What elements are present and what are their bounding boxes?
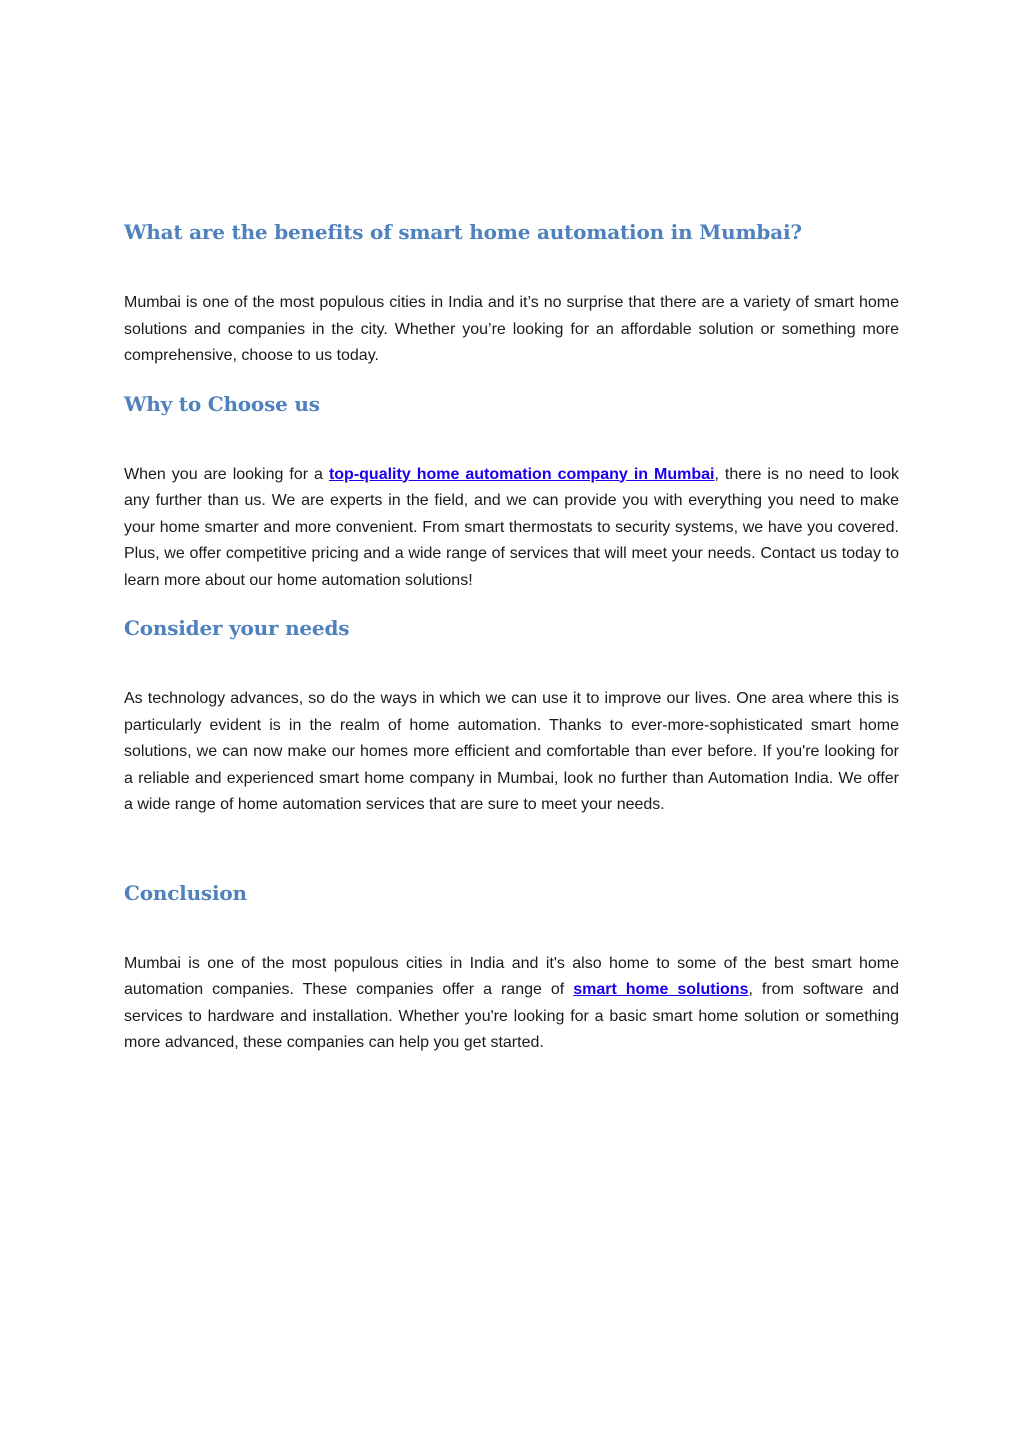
section-body-benefits: Mumbai is one of the most populous cities in India and it’s no surprise that there are a variety of smart home solutions and companies in the city. Whether you’re looking for an affordable solution or something more comprehensive, choose to us today.	[124, 294, 899, 364]
smart-home-solutions-link[interactable]: smart home solutions	[573, 981, 749, 998]
body-text-segment: , from software and services to hardware and installation. Whether you're looking for a basic smart home solution or something more advanced, these companies can help you get started.	[124, 981, 899, 1051]
document-content	[124, 212, 899, 1057]
section-body-consider-needs: As technology advances, so do the ways in which we can use it to improve our lives. One area where this is particularly evident is in the realm of home automation. Thanks to ever-more-sophisticated smart home solutions, we can now make our homes more efficient and comfortable than ever before. If you're looking for a reliable and experienced smart home company in Mumbai, look no further than Automation India. We offer a wide range of home automation services that are sure to meet your needs.	[124, 690, 899, 813]
section-heading-why-choose-us: Why to Choose us	[124, 391, 320, 416]
section-body-conclusion	[124, 951, 899, 1057]
home-automation-company-link[interactable]: top-quality home automation company in Mumbai	[328, 465, 715, 483]
section-body-why-choose-us	[124, 462, 899, 595]
body-text-segment: When you are looking for a	[124, 465, 329, 483]
section-heading-conclusion: Conclusion	[124, 880, 247, 905]
section-heading-consider-needs: Consider your needs	[124, 616, 350, 640]
body-text-segment: Mumbai is one of the most populous cities in India and it's also home to some of the best smart home automation companies. These companies offer a range of	[124, 954, 899, 998]
section-heading-benefits: What are the benefits of smart home automation in Mumbai?	[124, 220, 802, 244]
body-text-segment: , there is no need to look any further than us. We are experts in the field, and we can provide you with everything you need to make your home smarter and more convenient. From smart thermostats to security systems, we have you covered. Plus, we offer competitive pricing and a wide range of services that will meet your needs. Contact us today to learn more about our home automation solutions!	[124, 465, 899, 589]
